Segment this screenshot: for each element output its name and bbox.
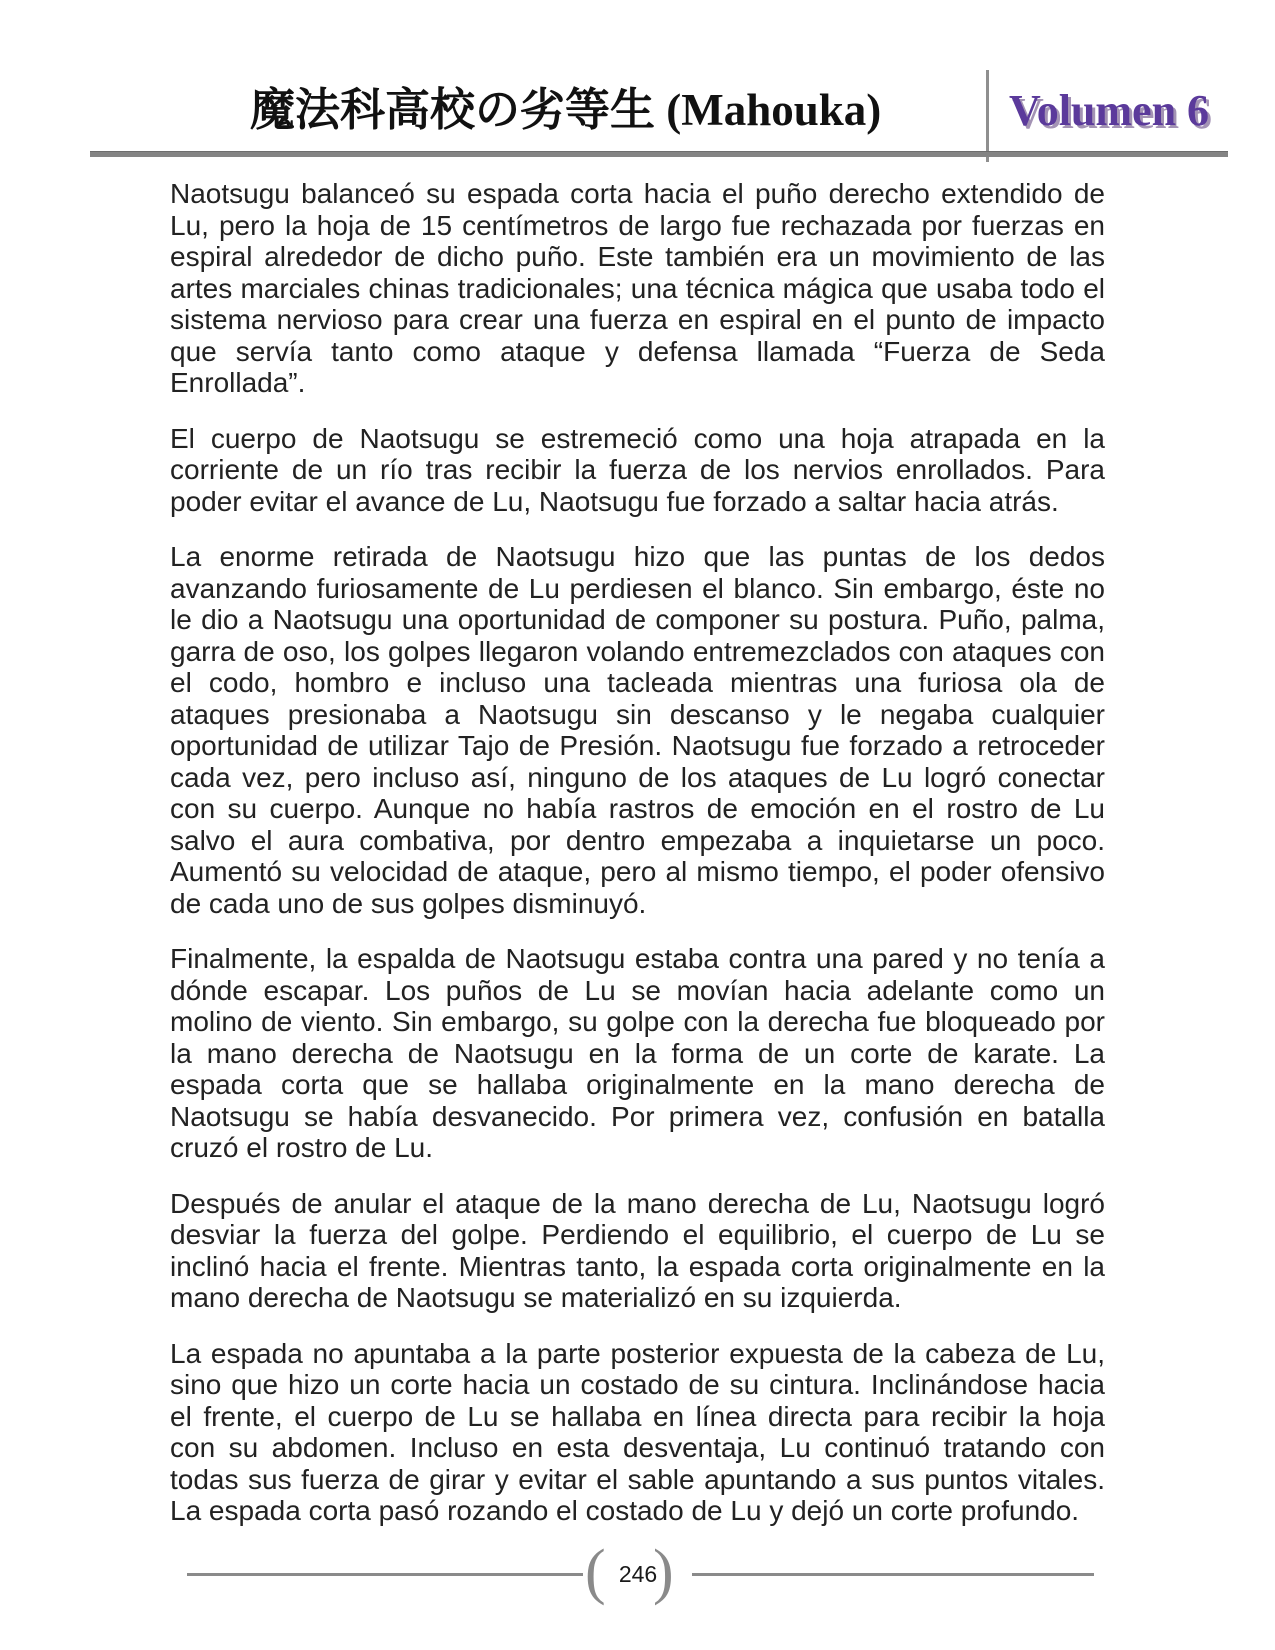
- body-text: [170, 178, 1105, 1527]
- paragraph: La enorme retirada de Naotsugu hizo que las puntas de los dedos avanzando furiosamente de Lu perdiesen el blanco. Sin embargo, éste no le dio a Naotsugu una oportunidad de componer su postura. Puño, palma, garra de oso, los golpes llegaron volando entremezclados con ataques con el codo, hombro e incluso una tacleada mientras una furiosa ola de ataques presionaba a Naotsugu sin descanso y le negaba cualquier oportunidad de utilizar Tajo de Presión. Naotsugu fue forzado a retroceder cada vez, pero incluso así, ninguno de los ataques de Lu logró conectar con su cuerpo. Aunque no había rastros de emoción en el rostro de Lu salvo el aura combativa, por dentro empezaba a inquietarse un poco. Aumentó su velocidad de ataque, pero al mismo tiempo, el poder ofensivo de cada uno de sus golpes disminuyó.: [170, 541, 1105, 919]
- footer-rule-left: [187, 1573, 583, 1576]
- paragraph: Finalmente, la espalda de Naotsugu estaba contra una pared y no tenía a dónde escapar. Los puños de Lu se movían hacia adelante como un molino de viento. Sin embargo, su golpe con la derecha fue bloqueado por la mano derecha de Naotsugu en la forma de un corte de karate. La espada corta que se hallaba originalmente en la mano derecha de Naotsugu se había desvanecido. Por primera vez, confusión en batalla cruzó el rostro de Lu.: [170, 943, 1105, 1163]
- paragraph: El cuerpo de Naotsugu se estremeció como una hoja atrapada en la corriente de un río tras recibir la fuerza de los nervios enrollados. Para poder evitar el avance de Lu, Naotsugu fue forzado a saltar hacia atrás.: [170, 422, 1105, 517]
- header-horizontal-rule: [90, 151, 1228, 157]
- paragraph: La espada no apuntaba a la parte posterior expuesta de la cabeza de Lu, sino que hizo un corte hacia un costado de su cintura. Inclinándose hacia el frente, el cuerpo de Lu se hallaba en línea directa para recibir la hoja con su abdomen. Incluso en esta desventaja, Lu continuó tratando con todas sus fuerza de girar y evitar el sable apuntando a sus puntos vitales. La espada corta pasó rozando el costado de Lu y dejó un corte profundo.: [170, 1337, 1105, 1526]
- page-number-bracket-left: (: [585, 1538, 606, 1606]
- page-number: 246: [618, 1561, 658, 1587]
- paragraph: Naotsugu balanceó su espada corta hacia el puño derecho extendido de Lu, pero la hoja de 15 centímetros de largo fue rechazada por fuerzas en espiral alrededor de dicho puño. Este también era un movimiento de las artes marciales chinas tradicionales; una técnica mágica que usaba todo el sistema nervioso para crear una fuerza en espiral en el punto de impacto que servía tanto como ataque y defensa llamada “Fuerza de Seda Enrollada”.: [170, 178, 1105, 398]
- volume-label: Volumen 6: [1008, 86, 1210, 135]
- footer-rule-right: [692, 1573, 1094, 1576]
- header-vertical-divider: [986, 70, 989, 162]
- paragraph: Después de anular el ataque de la mano derecha de Lu, Naotsugu logró desviar la fuerza del golpe. Perdiendo el equilibrio, el cuerpo de Lu se inclinó hacia el frente. Mientras tanto, la espada corta originalmente en la mano derecha de Naotsugu se materializó en su izquierda.: [170, 1187, 1105, 1313]
- page-number-bracket-right: ): [653, 1538, 674, 1606]
- page-title: 魔法科高校の劣等生 (Mahouka): [250, 85, 882, 135]
